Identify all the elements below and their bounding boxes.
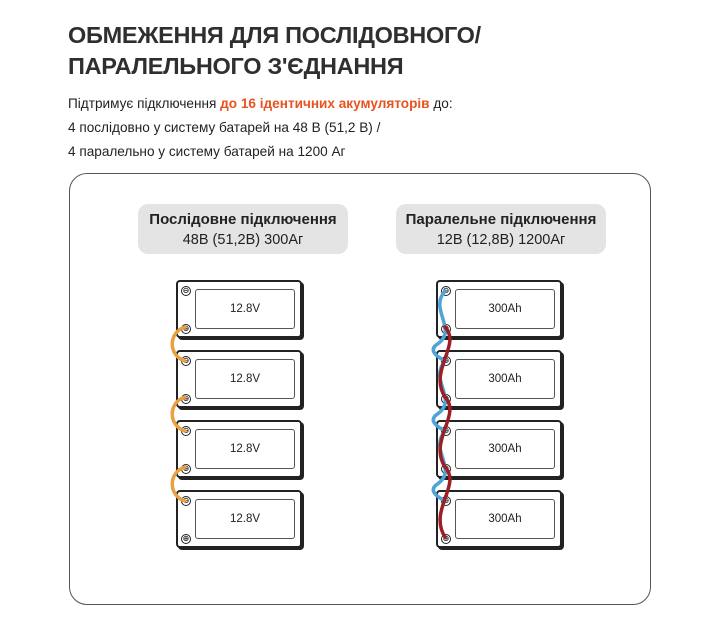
positive-terminal-icon: ⊕ — [442, 464, 450, 473]
positive-terminal-icon: ⊕ — [442, 534, 450, 543]
positive-terminal-icon: ⊕ — [442, 324, 450, 333]
page-title — [68, 20, 668, 82]
battery-label: 12.8V — [195, 499, 295, 539]
title-line-1: ОБМЕЖЕННЯ ДЛЯ ПОСЛІДОВНОГО/ — [68, 22, 481, 48]
positive-terminal-icon: ⊕ — [182, 534, 190, 543]
negative-terminal-icon: ⊖ — [442, 286, 450, 295]
intro-text — [68, 92, 668, 164]
series-battery — [176, 280, 302, 338]
intro-line-1 — [68, 92, 668, 116]
negative-terminal-icon: ⊖ — [182, 496, 190, 505]
intro-prefix: Підтримує підключення — [68, 96, 221, 111]
parallel-battery — [436, 350, 562, 408]
parallel-label-title: Паралельне підключення — [405, 211, 597, 228]
intro-line-2: 4 послідовно у систему батарей на 48 В (51,2 В) / — [68, 120, 381, 135]
battery-label: 300Ah — [455, 289, 555, 329]
title-line-2: ПАРАЛЕЛЬНОГО З'ЄДНАННЯ — [68, 53, 404, 79]
series-battery — [176, 420, 302, 478]
parallel-label-spec: 12В (12,8В) 1200Аг — [436, 232, 566, 248]
series-label — [138, 204, 348, 254]
series-label-spec: 48В (51,2В) 300Аг — [182, 232, 304, 248]
parallel-label — [396, 204, 606, 254]
battery-label: 12.8V — [195, 429, 295, 469]
battery-label: 12.8V — [195, 359, 295, 399]
series-battery — [176, 350, 302, 408]
negative-terminal-icon: ⊖ — [442, 426, 450, 435]
battery-label: 300Ah — [455, 499, 555, 539]
battery-label: 300Ah — [455, 429, 555, 469]
negative-terminal-icon: ⊖ — [442, 496, 450, 505]
parallel-battery — [436, 490, 562, 548]
negative-terminal-icon: ⊖ — [442, 356, 450, 365]
battery-label: 300Ah — [455, 359, 555, 399]
positive-terminal-icon: ⊕ — [182, 324, 190, 333]
parallel-battery — [436, 420, 562, 478]
positive-terminal-icon: ⊕ — [182, 464, 190, 473]
parallel-battery — [436, 280, 562, 338]
intro-highlight: до 16 ідентичних акумуляторів — [220, 96, 430, 111]
intro-line-3: 4 паралельно у систему батарей на 1200 Аг — [68, 144, 346, 159]
negative-terminal-icon: ⊖ — [182, 426, 190, 435]
battery-label: 12.8V — [195, 289, 295, 329]
positive-terminal-icon: ⊕ — [442, 394, 450, 403]
negative-terminal-icon: ⊖ — [182, 286, 190, 295]
positive-terminal-icon: ⊕ — [182, 394, 190, 403]
intro-suffix: до: — [429, 96, 453, 111]
series-battery — [176, 490, 302, 548]
series-label-title: Послідовне підключення — [149, 211, 337, 228]
negative-terminal-icon: ⊖ — [182, 356, 190, 365]
